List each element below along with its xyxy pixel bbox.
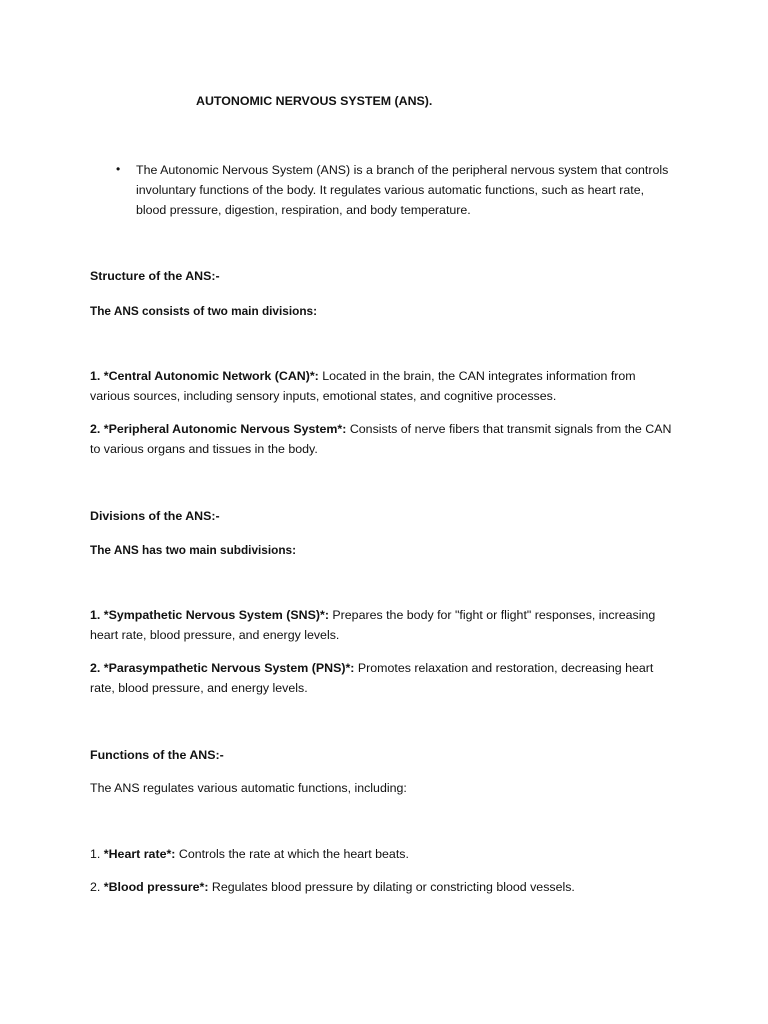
functions-item-2 [90,880,575,894]
structure-item-1-text: Located in the brain, the CAN integrates information from [318,369,636,383]
structure-subheading: The ANS consists of two main divisions: [90,304,318,318]
functions-item-1-label: *Heart rate*: [100,847,176,861]
functions-subheading: The ANS regulates various automatic functions, including: [90,781,407,795]
divisions-item-1-line-1 [90,608,655,622]
intro-line-3: blood pressure, digestion, respiration, and body temperature. [136,203,471,217]
page-title: AUTONOMIC NERVOUS SYSTEM (ANS). [196,94,433,108]
divisions-heading: Divisions of the ANS:- [90,509,220,523]
divisions-item-2-text: Promotes relaxation and restoration, decreasing heart [354,661,654,675]
functions-item-2-text: Regulates blood pressure by dilating or constricting blood vessels. [208,880,575,894]
structure-item-1-line-1 [90,369,636,383]
structure-item-2-line-1 [90,422,671,436]
functions-item-1 [90,847,409,861]
intro-line-1: The Autonomic Nervous System (ANS) is a branch of the peripheral nervous system that controls [136,163,669,177]
intro-line-2: involuntary functions of the body. It regulates various automatic functions, such as heart rate, [136,183,645,197]
divisions-subheading: The ANS has two main subdivisions: [90,543,297,557]
divisions-item-1-line-2: heart rate, blood pressure, and energy levels. [90,628,340,642]
divisions-item-1-text: Prepares the body for "fight or flight" responses, increasing [328,608,656,622]
structure-item-1-line-2: various sources, including sensory inputs, emotional states, and cognitive processes. [90,389,557,403]
structure-heading: Structure of the ANS:- [90,269,220,283]
structure-item-2-text: Consists of nerve fibers that transmit signals from the CAN [346,422,672,436]
structure-item-2-label: 2. *Peripheral Autonomic Nervous System*: [90,422,347,436]
divisions-item-2-line-2: rate, blood pressure, and energy levels. [90,681,308,695]
structure-item-2-line-2: to various organs and tissues in the body. [90,442,318,456]
functions-heading: Functions of the ANS:- [90,748,224,762]
functions-item-2-label: *Blood pressure*: [100,880,209,894]
functions-item-1-text: Controls the rate at which the heart beats. [175,847,409,861]
functions-item-2-number: 2. [90,880,101,894]
divisions-item-1-label: 1. *Sympathetic Nervous System (SNS)*: [90,608,329,622]
functions-item-1-number: 1. [90,847,101,861]
structure-item-1-label: 1. *Central Autonomic Network (CAN)*: [90,369,319,383]
divisions-item-2-line-1 [90,661,653,675]
bullet-icon: • [116,162,121,176]
divisions-item-2-label: 2. *Parasympathetic Nervous System (PNS)*: [90,661,355,675]
